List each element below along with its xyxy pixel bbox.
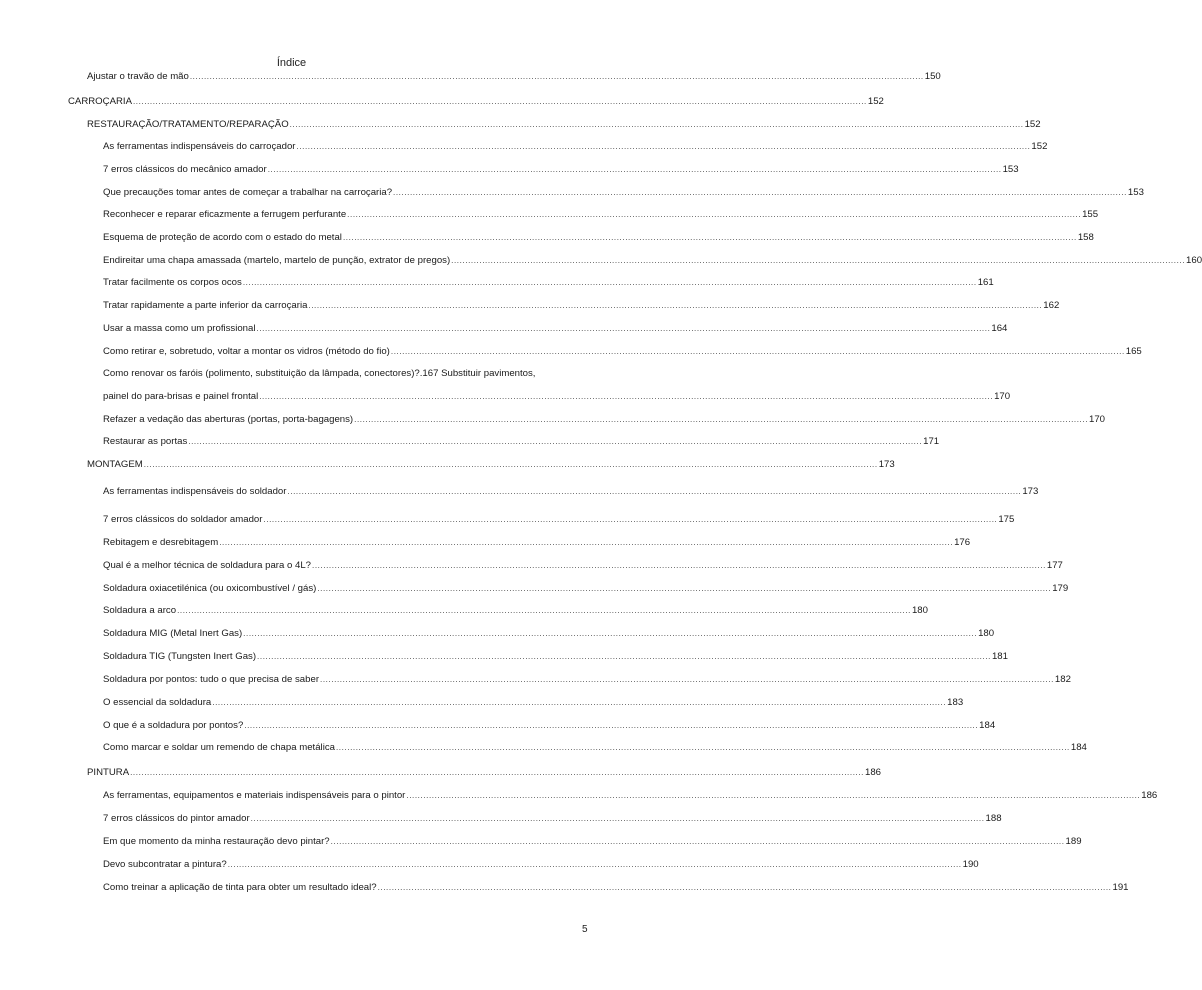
toc-entry[interactable] <box>103 389 1011 405</box>
toc-entry-title: Tratar facilmente os corpos ocos <box>103 277 242 288</box>
toc-entry-title: As ferramentas, equipamentos e materiais indispensáveis para o pintor <box>103 790 406 801</box>
dot-leader: .................................................................................................................................................................................................................................................................... <box>320 675 1054 684</box>
dot-leader: .................................................................................................................................................................................................................................................................... <box>143 460 878 469</box>
dot-leader: .................................................................................................................................................................................................................................................................... <box>312 561 1046 570</box>
toc-entry-title: Como treinar a aplicação de tinta para obter um resultado ideal? <box>103 882 377 893</box>
toc-entry[interactable] <box>103 558 1063 574</box>
toc-entry[interactable] <box>68 94 884 110</box>
toc-entry-title: painel do para-brisas e painel frontal <box>103 391 259 402</box>
toc-entry-page: 182 <box>1054 674 1071 685</box>
toc-entry-title: Devo subcontratar a pintura? <box>103 859 227 870</box>
toc-entry[interactable] <box>103 740 1087 756</box>
toc-entry-page: 164 <box>991 323 1008 334</box>
toc-entry-title: Qual é a melhor técnica de soldadura para o 4L? <box>103 560 311 571</box>
toc-entry[interactable] <box>103 275 994 291</box>
toc-entry-title: PINTURA <box>87 767 130 778</box>
toc-entry[interactable] <box>103 230 1094 246</box>
toc-entry[interactable] <box>103 512 1015 528</box>
toc-entry[interactable] <box>103 857 979 873</box>
toc-entry[interactable] <box>103 412 1106 428</box>
toc-entry-title: Endireitar uma chapa amassada (martelo, martelo de punção, extrator de pregos) <box>103 255 451 266</box>
toc-entry-page: 186 <box>1141 790 1158 801</box>
toc-entry[interactable] <box>103 672 1071 688</box>
toc-entry[interactable] <box>103 626 995 642</box>
toc-entry[interactable] <box>103 834 1082 850</box>
toc-entry-title: Tratar rapidamente a parte inferior da carroçaria <box>103 300 308 311</box>
toc-entry[interactable] <box>87 457 895 473</box>
toc-entry[interactable] <box>103 344 1142 360</box>
toc-entry-page: 165 <box>1125 346 1142 357</box>
toc-entry-page: 189 <box>1065 836 1082 847</box>
toc-entry-page: 177 <box>1046 560 1063 571</box>
dot-leader: .................................................................................................................................................................................................................................................................... <box>342 233 1077 242</box>
toc-entry-page: 190 <box>962 859 979 870</box>
toc-entry-page: 162 <box>1043 300 1060 311</box>
toc-entry[interactable] <box>103 321 1008 337</box>
toc-entry-page: 158 <box>1077 232 1094 243</box>
toc-entry-page: 179 <box>1052 583 1069 594</box>
toc-entry-page: 170 <box>1089 414 1106 425</box>
dot-leader: .................................................................................................................................................................................................................................................................... <box>243 629 978 638</box>
toc-entry[interactable] <box>87 117 1041 133</box>
dot-leader: .................................................................................................................................................................................................................................................................... <box>263 515 998 524</box>
toc-entry-page: 153 <box>1127 187 1144 198</box>
toc-entry-title: Esquema de proteção de acordo com o estado do metal <box>103 232 342 243</box>
toc-entry-title: 7 erros clássicos do pintor amador <box>103 813 250 824</box>
dot-leader: .................................................................................................................................................................................................................................................................... <box>212 698 947 707</box>
dot-leader: .................................................................................................................................................................................................................................................................... <box>287 487 1022 496</box>
dot-leader: .................................................................................................................................................................................................................................................................... <box>227 860 962 869</box>
toc-entry-title: Refazer a vedação das aberturas (portas, porta-bagagens) <box>103 414 354 425</box>
dot-leader: .................................................................................................................................................................................................................................................................... <box>219 538 954 547</box>
toc-entry-title: Soldadura MIG (Metal Inert Gas) <box>103 628 243 639</box>
toc-entry[interactable] <box>103 434 940 450</box>
toc-entry-page: 186 <box>865 767 882 778</box>
toc-entry-page: 150 <box>924 71 941 82</box>
toc-entry-title: As ferramentas indispensáveis do carroçador <box>103 141 296 152</box>
toc-entry-title: Soldadura a arco <box>103 605 177 616</box>
toc-entry-title: Soldadura por pontos: tudo o que precisa de saber <box>103 674 320 685</box>
dot-leader: .................................................................................................................................................................................................................................................................... <box>377 883 1112 892</box>
dot-leader: .................................................................................................................................................................................................................................................................... <box>347 210 1082 219</box>
dot-leader: .................................................................................................................................................................................................................................................................... <box>259 392 994 401</box>
toc-entry[interactable] <box>103 298 1060 314</box>
dot-leader: .................................................................................................................................................................................................................................................................... <box>354 415 1089 424</box>
toc-entry-title: Soldadura oxiacetilénica (ou oxicombustível / gás) <box>103 583 317 594</box>
dot-leader: .................................................................................................................................................................................................................................................................... <box>296 142 1031 151</box>
toc-entry[interactable] <box>103 649 1008 665</box>
dot-leader: .................................................................................................................................................................................................................................................................... <box>250 814 985 823</box>
toc-entry[interactable] <box>103 581 1069 597</box>
toc-entry-title: Reconhecer e reparar eficazmente a ferrugem perfurante <box>103 209 347 220</box>
toc-entry-page: 180 <box>911 605 928 616</box>
toc-entry-page: 152 <box>1031 141 1048 152</box>
dot-leader: .................................................................................................................................................................................................................................................................... <box>242 278 977 287</box>
toc-entry[interactable] <box>103 718 996 734</box>
dot-leader: .................................................................................................................................................................................................................................................................... <box>130 768 864 777</box>
toc-entry-page: 155 <box>1082 209 1099 220</box>
toc-entry-page: 170 <box>994 391 1011 402</box>
toc-entry-page: 184 <box>1070 742 1087 753</box>
dot-leader: .................................................................................................................................................................................................................................................................... <box>267 165 1002 174</box>
toc-entry-title: O que é a soldadura por pontos? <box>103 720 244 731</box>
dot-leader: .................................................................................................................................................................................................................................................................... <box>189 72 924 81</box>
toc-entry[interactable] <box>87 69 941 85</box>
toc-entry-title: 7 erros clássicos do soldador amador <box>103 514 263 525</box>
dot-leader: .................................................................................................................................................................................................................................................................... <box>289 120 1024 129</box>
toc-entry-title: Rebitagem e desrebitagem <box>103 537 219 548</box>
toc-entry-page: 180 <box>978 628 995 639</box>
toc-entry-title: RESTAURAÇÃO/TRATAMENTO/REPARAÇÃO <box>87 119 289 130</box>
toc-entry-page: 153 <box>1002 164 1019 175</box>
toc-entry-title: Soldadura TIG (Tungsten Inert Gas) <box>103 651 257 662</box>
toc-entry-title: Que precauções tomar antes de começar a trabalhar na carroçaria? <box>103 187 393 198</box>
toc-entry[interactable] <box>103 253 1202 269</box>
toc-entry[interactable] <box>103 139 1048 155</box>
toc-entry-title: MONTAGEM <box>87 459 143 470</box>
toc-entry[interactable] <box>103 162 1019 178</box>
toc-entry-page: 173 <box>878 459 895 470</box>
toc-entry-page: 176 <box>954 537 971 548</box>
toc-entry[interactable] <box>103 811 1002 827</box>
toc-entry-title: CARROÇARIA <box>68 96 132 107</box>
dot-leader: .................................................................................................................................................................................................................................................................... <box>451 256 1186 265</box>
toc-entry-title: O essencial da soldadura <box>103 697 212 708</box>
toc-entry[interactable] <box>103 185 1144 201</box>
dot-leader: .................................................................................................................................................................................................................................................................... <box>177 606 911 615</box>
dot-leader: .................................................................................................................................................................................................................................................................... <box>244 721 979 730</box>
page-number: 5 <box>582 924 588 935</box>
toc-entry-page: 161 <box>977 277 994 288</box>
toc-entry-title: 7 erros clássicos do mecânico amador <box>103 164 267 175</box>
toc-entry[interactable] <box>103 535 971 551</box>
toc-entry[interactable] <box>103 207 1099 223</box>
dot-leader: .................................................................................................................................................................................................................................................................... <box>188 437 923 446</box>
toc-entry-title: Em que momento da minha restauração devo pintar? <box>103 836 330 847</box>
toc-entry-page: 188 <box>985 813 1002 824</box>
toc-entry-page: 171 <box>923 436 940 447</box>
toc-entry-title: Como marcar e soldar um remendo de chapa metálica <box>103 742 335 753</box>
dot-leader: .................................................................................................................................................................................................................................................................... <box>390 347 1125 356</box>
toc-entry[interactable] <box>103 366 586 382</box>
toc-entry-page: 160 <box>1186 255 1202 266</box>
toc-entry-page: 184 <box>979 720 996 731</box>
toc-entry[interactable] <box>103 788 1158 804</box>
toc-entry-page: 152 <box>867 96 884 107</box>
toc-entry-page: 173 <box>1022 486 1039 497</box>
dot-leader: .................................................................................................................................................................................................................................................................... <box>132 97 867 106</box>
dot-leader: .................................................................................................................................................................................................................................................................... <box>308 301 1043 310</box>
toc-entry-title: Ajustar o travão de mão <box>87 71 189 82</box>
toc-entry-title: Como renovar os faróis (polimento, substituição da lâmpada, conectores)?.167 Substituir pavimentos, <box>103 368 536 379</box>
toc-entry-page: 181 <box>991 651 1008 662</box>
dot-leader: .................................................................................................................................................................................................................................................................... <box>406 791 1141 800</box>
page-title: Índice <box>276 57 307 69</box>
toc-entry-title: Usar a massa como um profissional <box>103 323 256 334</box>
toc-entry-title: Como retirar e, sobretudo, voltar a montar os vidros (método do fio) <box>103 346 390 357</box>
toc-entry-page: 152 <box>1024 119 1041 130</box>
toc-entry-title: As ferramentas indispensáveis do soldador <box>103 486 287 497</box>
toc-entry-title: Restaurar as portas <box>103 436 188 447</box>
toc-entry-page: 175 <box>998 514 1015 525</box>
dot-leader: .................................................................................................................................................................................................................................................................... <box>256 324 991 333</box>
toc-entry-page: 191 <box>1112 882 1129 893</box>
dot-leader: .................................................................................................................................................................................................................................................................... <box>317 584 1052 593</box>
dot-leader: .................................................................................................................................................................................................................................................................... <box>257 652 991 661</box>
toc-entry[interactable] <box>103 603 928 619</box>
toc-entry[interactable] <box>103 880 1129 896</box>
toc-entry[interactable] <box>103 484 1039 500</box>
dot-leader: .................................................................................................................................................................................................................................................................... <box>393 188 1127 197</box>
dot-leader: .................................................................................................................................................................................................................................................................... <box>330 837 1065 846</box>
dot-leader: .................................................................................................................................................................................................................................................................... <box>335 743 1070 752</box>
toc-entry[interactable] <box>87 765 882 781</box>
toc-entry[interactable] <box>103 695 964 711</box>
toc-entry-page: 183 <box>947 697 964 708</box>
